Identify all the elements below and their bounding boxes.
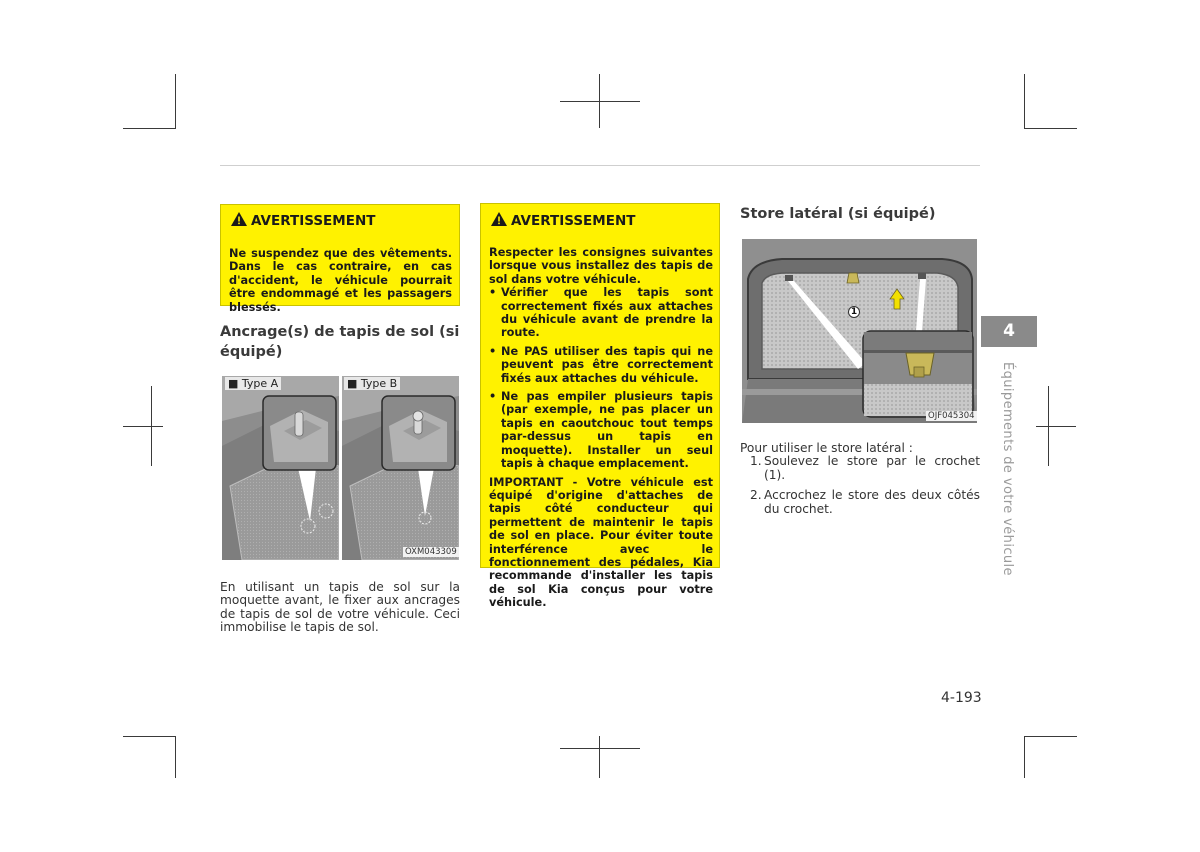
step-number: 1. [750,454,762,469]
crop-mark [123,736,176,737]
crop-mark [175,736,176,778]
type-a-label: ■ Type A [225,377,281,390]
step-item [740,489,980,516]
warning-triangle-icon [231,212,247,226]
warning-body [489,246,713,610]
step-item [740,455,980,482]
callout-number: 1 [850,307,858,317]
chapter-tab: 4 [981,316,1037,347]
floor-mat-illustration [222,376,459,560]
warning-title-text: AVERTISSEMENT [251,213,376,229]
crop-mark [1036,426,1076,427]
warning-intro: Respecter les consignes suivantes lorsque vous installez des tapis de sol dans votre véhicule. [489,246,713,286]
crop-mark [1024,736,1025,778]
warning-important: IMPORTANT - Votre véhicule est équipé d'origine d'attaches de tapis côté conducteur qui permettent de maintenir le tapis de sol en place. Pour éviter toute interférence avec le fonctionnement des pédales, Kia recommande d'installer les tapis de sol Kia conçus pour votre véhicule. [489,475,713,610]
crop-mark [560,101,640,102]
section-heading-shade: Store latéral (si équipé) [740,206,936,222]
side-shade-illustration [742,239,977,423]
figure-code: OJF045304 [928,411,975,421]
floor-mat-anchor-figure [222,376,459,560]
shade-instructions [740,442,980,516]
warning-triangle-icon [491,212,507,226]
crop-mark [1024,128,1077,129]
crop-mark [599,736,600,778]
warning-bullet: • Ne pas empiler plusieurs tapis (par exemple, ne pas placer un tapis en caoutchouc tout temps par-dessus un tapis en moquette). Installer un seul tapis à chaque emplacement. [489,390,713,470]
type-b-label: ■ Type B [344,377,400,390]
step-text: Soulevez le store par le crochet (1). [764,454,980,482]
floor-mat-text: En utilisant un tapis de sol sur la moquette avant, le fixer aux ancrages de tapis de sol de votre véhicule. Ceci immobilise le tapis de sol. [220,580,460,635]
warning-bullet: • Vérifier que les tapis sont correctement fixés aux attaches du véhicule avant de prendre la route. [489,286,713,340]
crop-mark [1024,74,1025,129]
crop-mark [1024,736,1077,737]
figure-code: OXM043309 [405,547,457,557]
warning-title [231,212,375,229]
crop-mark [123,128,176,129]
warning-bullet: • Ne PAS utiliser des tapis qui ne peuvent pas être correctement fixés aux attaches du véhicule. [489,345,713,385]
side-shade-figure [742,239,977,423]
section-heading-floor-mat: Ancrage(s) de tapis de sol (si équipé) [220,324,460,360]
crop-mark [175,74,176,129]
page-number: 4-193 [941,690,982,706]
floor-mat-paragraph [220,581,460,635]
step-text: Accrochez le store des deux côtés du crochet. [764,488,980,516]
crop-mark [123,426,163,427]
warning-title-text: AVERTISSEMENT [511,213,636,229]
chapter-title-vertical: Équipements de votre véhicule [1000,362,1015,576]
warning-box-floor-mats [480,203,720,610]
warning-box-clothes [220,204,460,314]
warning-text: Ne suspendez que des vêtements. Dans le cas contraire, en cas d'accident, le véhicule pourrait être endommagé et les passagers blessés. [229,247,452,314]
warning-body [229,247,452,314]
header-rule [220,165,980,166]
warning-title [491,212,635,229]
shade-intro: Pour utiliser le store latéral : [740,441,913,455]
step-number: 2. [750,488,762,503]
crop-mark [560,748,640,749]
